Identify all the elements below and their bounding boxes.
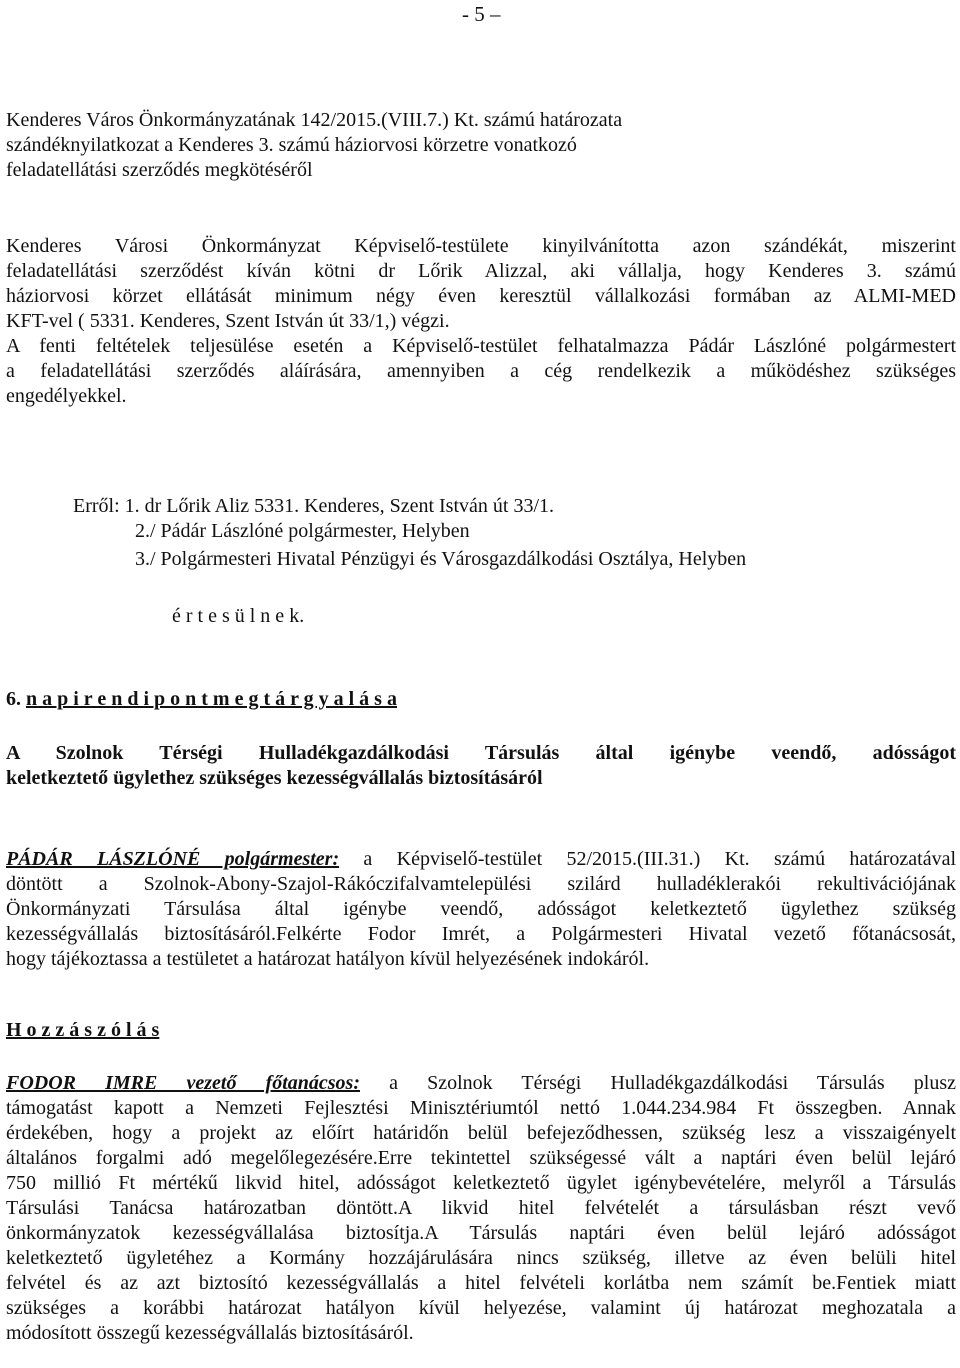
fodor-statement-line: érdekében, hogy a projekt az előírt határidőn belül befejeződhessen, szükség lesz a visszaigényelt bbox=[6, 1122, 956, 1144]
agenda-title bbox=[6, 741, 956, 791]
decision-body bbox=[6, 234, 956, 409]
decision-heading-line: feladatellátási szerződés megkötéséről bbox=[6, 159, 313, 181]
mayor-statement-text: a Képviselő-testület 52/2015.(III.31.) Kt. számú határozatával bbox=[339, 848, 957, 870]
fodor-statement-line: Társulási Tanácsa határozatban döntött.A likvid hitel felvételét a társulásban részt vevő bbox=[6, 1197, 956, 1219]
fodor-statement bbox=[6, 1071, 956, 1346]
mayor-statement-line: Önkormányzati Társulása által igénybe veendő, adósságot keletkeztető ügylethez szükség bbox=[6, 898, 956, 920]
decision-body-line: A fenti feltételek teljesülése esetén a Képviselő-testület felhatalmazza Pádár Lászlóné polgármestert bbox=[6, 335, 956, 357]
agenda-number: 6. bbox=[6, 688, 21, 710]
decision-body-line: KFT-vel ( 5331. Kenderes, Szent István út 33/1,) végzi. bbox=[6, 310, 450, 332]
agenda-label: n a p i r e n d i p o n t m e g t á r g y a l á s a bbox=[26, 688, 397, 710]
fodor-statement-line: önkormányzatok kezességvállalása biztosítja.A Társulás naptári éven belül lejáró adósságot bbox=[6, 1222, 956, 1244]
notified-label: é r t e s ü l n e k. bbox=[172, 605, 305, 627]
decision-body-line: a feladatellátási szerződés aláírására, amennyiben a cég rendelkezik a működéshez szükséges bbox=[6, 360, 956, 382]
fodor-statement-line: módosított összegű kezességvállalás biztosításáról. bbox=[6, 1322, 414, 1344]
decision-heading-line: szándéknyilatkozat a Kenderes 3. számú háziorvosi körzetre vonatkozó bbox=[6, 134, 577, 156]
fodor-statement-line: támogatást kapott a Nemzeti Fejlesztési Minisztériumtól nettó 1.044.234.984 Ft összegben. Annak bbox=[6, 1097, 956, 1119]
fodor-statement-line: felvétel és az azt biztosító kezességvállalás a hitel felvételi korlátba nem számít be.Fentiek miatt bbox=[6, 1272, 956, 1294]
mayor-speaker: PÁDÁR LÁSZLÓNÉ polgármester: bbox=[6, 848, 340, 870]
comments-heading: H o z z á s z ó l á s bbox=[6, 1019, 160, 1041]
fodor-statement-line: keletkeztető ügyletéhez a Kormány hozzájárulására nincs szükség, illetve az éven belüli hitel bbox=[6, 1247, 956, 1269]
decision-heading-line: Kenderes Város Önkormányzatának 142/2015.(VIII.7.) Kt. számú határozata bbox=[6, 109, 623, 131]
distribution-line-2: 2./ Pádár Lászlóné polgármester, Helyben bbox=[135, 520, 470, 542]
fodor-statement-line: 750 millió Ft mértékű likvid hitel, adósságot keletkeztető ügylet igénybevételére, melyről a Társulás bbox=[6, 1172, 956, 1194]
agenda-heading bbox=[6, 687, 397, 712]
distribution-line-1: Erről: 1. dr Lőrik Aliz 5331. Kenderes, Szent István út 33/1. bbox=[73, 495, 555, 517]
fodor-statement-line: szükséges a korábbi határozat hatályon kívül helyezése, valamint új határozat meghozatala a bbox=[6, 1297, 956, 1319]
mayor-statement bbox=[6, 847, 956, 972]
agenda-title-line: A Szolnok Térségi Hulladékgazdálkodási Társulás által igénybe veendő, adósságot bbox=[6, 742, 956, 764]
decision-body-line: Kenderes Városi Önkormányzat Képviselő-testülete kinyilvánította azon szándékát, miszerint bbox=[6, 235, 956, 257]
page-number: - 5 – bbox=[462, 2, 501, 26]
decision-heading bbox=[6, 108, 956, 183]
agenda-title-line: keletkeztető ügylethez szükséges kezességvállalás biztosításáról bbox=[6, 767, 543, 789]
mayor-statement-line: kezességvállalás biztosításáról.Felkérte Fodor Imrét, a Polgármesteri Hivatal vezető főtanácsosát, bbox=[6, 923, 956, 945]
mayor-statement-line: döntött a Szolnok-Abony-Szajol-Rákóczifalvamtelepülési szilárd hulladéklerakói rekultivációjának bbox=[6, 873, 956, 895]
decision-body-line: engedélyekkel. bbox=[6, 385, 127, 407]
fodor-statement-line: általános forgalmi adó megelőlegezésére.Erre tekintettel szükségessé vált a naptári éven belül lejáró bbox=[6, 1147, 956, 1169]
distribution-line-3: 3./ Polgármesteri Hivatal Pénzügyi és Városgazdálkodási Osztálya, Helyben bbox=[135, 548, 747, 570]
fodor-speaker: FODOR IMRE vezető főtanácsos: bbox=[6, 1072, 360, 1094]
decision-body-line: feladatellátási szerződést kíván kötni dr Lőrik Alizzal, aki vállalja, hogy Kenderes 3. számú bbox=[6, 260, 956, 282]
mayor-statement-line: hogy tájékoztassa a testületet a határozat hatályon kívül helyezésének indokáról. bbox=[6, 948, 650, 970]
decision-body-line: háziorvosi körzet ellátását minimum négy éven keresztül vállalkozási formában az ALMI-MED bbox=[6, 285, 956, 307]
fodor-statement-text: a Szolnok Térségi Hulladékgazdálkodási Társulás plusz bbox=[360, 1072, 957, 1094]
